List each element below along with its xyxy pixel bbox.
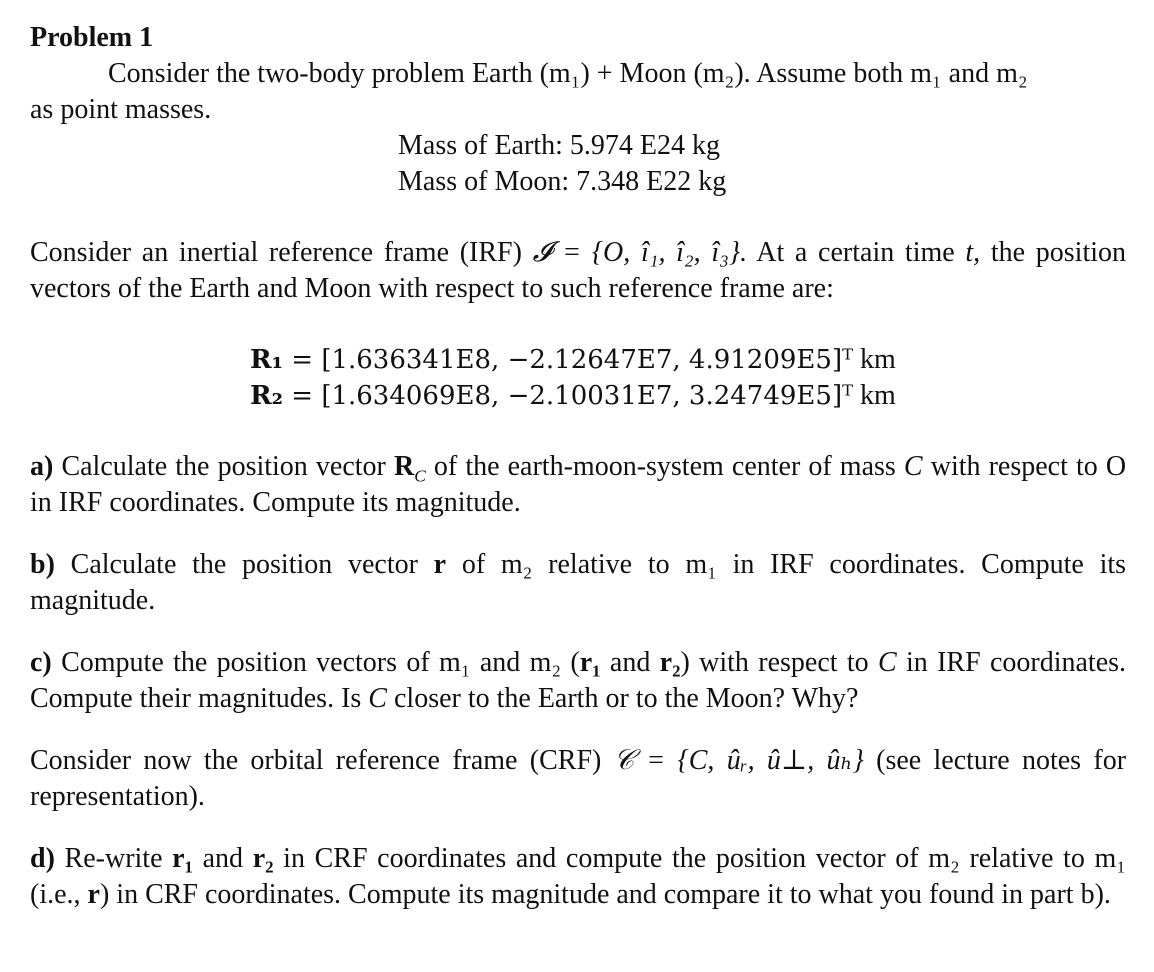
part-c-c2: C bbox=[368, 683, 387, 714]
part-b-text-1: Calculate the position vector bbox=[70, 549, 418, 580]
part-d-text-1: Re-write bbox=[64, 843, 163, 874]
part-a-vector-symbol: R bbox=[393, 451, 415, 482]
part-c-c1: C bbox=[877, 647, 897, 678]
part-c-text-2: ) with respect to bbox=[680, 647, 869, 678]
vector-r2 bbox=[250, 378, 1126, 414]
part-a-text-2: of the earth-moon-system center of mass bbox=[433, 451, 896, 482]
part-b-label: b) bbox=[30, 549, 55, 580]
crf-text-b: (see lecture notes for representation). bbox=[30, 745, 1127, 812]
vector-r2-value: = [1.634069E8, −2.10031E7, 3.24749E5]ᵀ bbox=[283, 381, 854, 411]
part-d bbox=[30, 841, 1126, 913]
part-c-text-4: closer to the Earth or to the Moon? Why? bbox=[393, 683, 859, 714]
part-d-r2: r₂ bbox=[252, 843, 274, 874]
vector-r2-symbol: R₂ bbox=[250, 381, 283, 411]
irf-text-b: At a certain time bbox=[756, 237, 955, 268]
part-a-c: C bbox=[903, 451, 923, 482]
part-b bbox=[30, 547, 1126, 619]
irf-text-a: Consider an inertial reference frame (IRF) bbox=[30, 237, 522, 268]
part-b-text-2: of m₂ relative to m₁ in IRF coordinates. Compute its magnitude. bbox=[30, 549, 1127, 616]
part-c-text-3: in IRF coordinates. Compute their magnitudes. Is bbox=[30, 647, 1127, 714]
crf-text-a: Consider now the orbital reference frame (CRF) bbox=[30, 745, 602, 776]
part-d-and: and bbox=[192, 843, 253, 874]
part-d-text-2: in CRF coordinates and compute the position vector of m₂ relative to m₁ (i.e., bbox=[30, 843, 1126, 910]
part-a-label: a) bbox=[30, 451, 54, 482]
part-d-r1: r₁ bbox=[172, 843, 193, 874]
position-vectors bbox=[250, 342, 1126, 414]
vector-r1 bbox=[250, 342, 1126, 378]
mass-earth: Mass of Earth: 5.974 E24 kg bbox=[398, 130, 720, 161]
irf-paragraph bbox=[30, 235, 1126, 307]
irf-text-c: the position vectors of the Earth and Moon with respect to such reference frame are: bbox=[30, 237, 1127, 304]
mass-list bbox=[398, 128, 1126, 200]
part-b-vector: r bbox=[433, 549, 447, 580]
part-a bbox=[30, 449, 1126, 521]
intro-line-1: Consider the two-body problem Earth (m₁) + Moon (m₂). Assume both m₁ and m₂ bbox=[108, 58, 1028, 89]
part-c bbox=[30, 645, 1126, 717]
part-c-and: and bbox=[600, 647, 660, 678]
part-a-vector-sub: C bbox=[414, 466, 426, 486]
vector-r1-unit: km bbox=[853, 344, 896, 375]
vector-r1-symbol: R₁ bbox=[250, 345, 283, 375]
crf-paragraph bbox=[30, 743, 1126, 815]
problem-document bbox=[30, 20, 1126, 913]
part-c-r2: r₂ bbox=[659, 647, 681, 678]
vector-r1-value: = [1.636341E8, −2.12647E7, 4.91209E5]ᵀ bbox=[283, 345, 854, 375]
part-a-text-3: with respect to O in IRF coordinates. Compute its magnitude. bbox=[30, 451, 1127, 518]
part-a-text-1: Calculate the position vector bbox=[61, 451, 386, 482]
mass-moon: Mass of Moon: 7.348 E22 kg bbox=[398, 166, 727, 197]
irf-math: 𝓘 = {O, î₁, î₂, î₃}. bbox=[532, 237, 748, 268]
irf-time: t, bbox=[965, 237, 981, 268]
part-c-label: c) bbox=[30, 647, 52, 678]
problem-title: Problem 1 bbox=[30, 22, 154, 53]
vector-r2-unit: km bbox=[853, 380, 896, 411]
part-c-r1: r₁ bbox=[579, 647, 601, 678]
intro-line-2: as point masses. bbox=[30, 94, 212, 125]
part-d-text-3: ) in CRF coordinates. Compute its magnitude and compare it to what you found in part b). bbox=[99, 879, 1111, 910]
part-d-label: d) bbox=[30, 843, 55, 874]
part-c-text-1: Compute the position vectors of m₁ and m₂ ( bbox=[61, 647, 580, 678]
part-d-r: r bbox=[87, 879, 100, 910]
part-a-vector bbox=[393, 451, 426, 486]
crf-math: 𝒞 = {C, ûᵣ, û⊥, ûₕ} bbox=[613, 745, 864, 776]
intro-paragraph bbox=[30, 56, 1126, 128]
